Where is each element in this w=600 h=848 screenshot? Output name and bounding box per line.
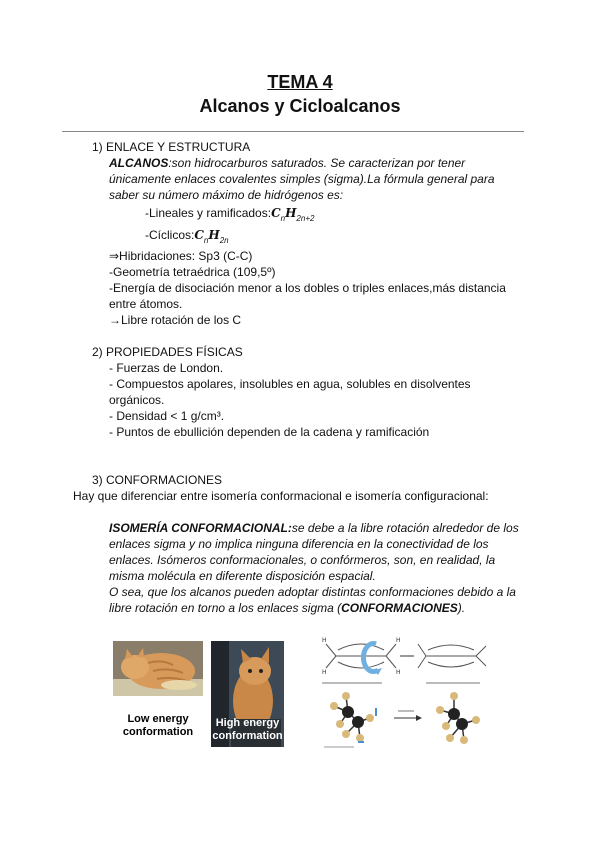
propiedad-item: - Compuestos apolares, insolubles en agua, solubles en disolventes [109,377,471,391]
formula-sub-n: n [203,236,209,245]
svg-text:H: H [322,669,327,676]
isomeria-text-3: enlaces. Isómeros conformacionales, o confórmeros, son, en realidad, la [109,553,496,567]
high-energy-caption [211,717,284,743]
lineales-label: -Lineales y ramificados: [145,206,272,220]
isomeria-text-5: O sea, que los alcanos pueden adoptar distintas conformaciones debido a la [109,585,516,599]
isomeria-text-6c: ). [457,601,466,615]
section-2-heading: 2) PROPIEDADES FÍSICAS [92,345,243,359]
conformaciones-emphasis: CONFORMACIONES [341,601,458,615]
page-title: TEMA 4 [267,72,333,92]
propiedad-item: orgánicos. [109,393,165,407]
isomeria-label: ISOMERÍA CONFORMACIONAL: [109,521,292,535]
formula-lineales [145,205,314,224]
ethane-rotation-diagram [316,630,506,752]
alcanos-text-1: :son hidrocarburos saturados. Se caracterizan por tener [168,156,466,170]
alcanos-label: ALCANOS [109,156,169,170]
isomeria-line-6 [109,600,465,617]
alcanos-text-3: saber su número máximo de hidrógenos es: [109,188,344,202]
svg-text:H: H [396,669,401,676]
low-energy-caption-line-1: Low energy [127,713,189,725]
formula-h: H [208,228,220,242]
low-energy-caption-line-2: conformation [122,726,194,738]
isomeria-text-2: enlaces sigma y no implica ninguna diferencia en la conectividad de los [109,537,489,551]
propiedad-item: - Puntos de ebullición dependen de la cadena y ramificación [109,425,430,439]
page-subtitle: Alcanos y Cicloalcanos [199,96,401,116]
isomeria-text-6a: libre rotación en torno a los enlaces sigma ( [109,601,342,615]
svg-text:H: H [396,637,401,644]
hibridaciones: ⇒Hibridaciones: Sp3 (C-C) [109,249,253,263]
formula-c: C [194,228,204,242]
high-energy-caption-line-2: conformation [212,730,283,742]
geometria: -Geometría tetraédrica (109,5º) [109,265,276,279]
alcanos-text-2: únicamente enlaces covalentes simples (sigma).La fórmula general para [109,172,495,186]
formula-sub-n: n [280,214,286,223]
ciclicos-label: -Cíclicos: [145,228,195,242]
formula-h: H [285,206,297,220]
formula-ciclicos [145,227,229,246]
cat-photo-high-energy [211,641,284,747]
energia-line-1: -Energía de disociación menor a los dobles o triples enlaces,más distancia [109,281,506,295]
energia-line-2: entre átomos. [109,297,183,311]
header-divider [62,131,524,132]
isomeria-text-1: se debe a la libre rotación alrededor de los [291,521,519,535]
propiedad-item: - Densidad < 1 g/cm³. [109,409,225,423]
isomeria-text-4: misma molécula en diferente disposición espacial. [109,569,376,583]
formula-sub-2n: 2n [219,236,229,245]
libre-rotacion: →Libre rotación de los C [109,313,242,327]
formula-c: C [271,206,281,220]
cat-photo-low-energy [113,641,203,696]
section-3-heading: 3) CONFORMACIONES [92,473,223,487]
section-1-heading: 1) ENLACE Y ESTRUCTURA [92,140,251,154]
high-energy-caption-line-1: High energy [215,717,280,729]
alcanos-line-1 [109,155,465,172]
isomeria-line-1 [109,520,519,537]
formula-sub-2n2: 2n+2 [296,214,315,223]
section-3-intro: Hay que diferenciar entre isomería conformacional e isomería configuracional: [73,489,489,503]
low-energy-caption [113,713,203,739]
propiedad-item: - Fuerzas de London. [109,361,224,375]
svg-text:H: H [322,637,327,644]
